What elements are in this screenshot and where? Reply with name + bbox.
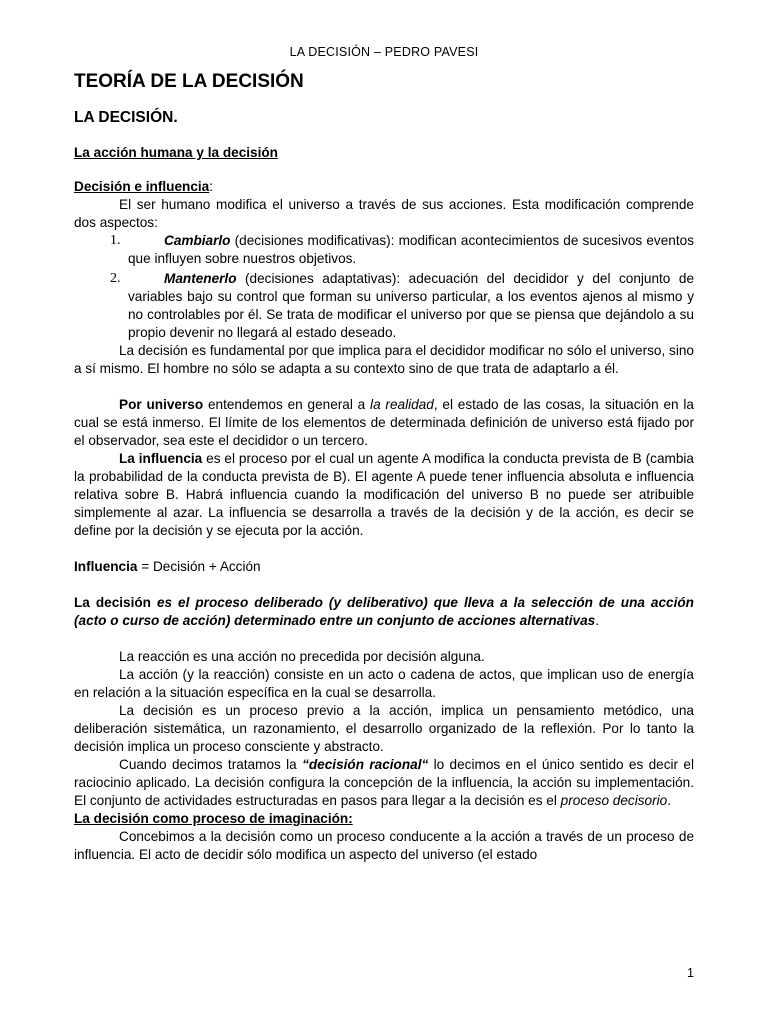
- list-term: Cambiarlo: [164, 233, 231, 248]
- list-text: (decisiones modificativas): modifican acontecimientos de sucesivos eventos que influyen sobre nuestros objetivos.: [128, 233, 694, 266]
- influence-paragraph: La influencia es el proceso por el cual un agente A modifica la conducta prevista de B (cambia la probabilidad de la conducta prevista de B). El agente A puede tener influencia absoluta e influencia relativa sobre B. Habrá influencia cuando la modificación del universo B no puede ser atribuible simplemente al azar. La influencia se desarrolla a través de la decisión y de la acción, es decir se define por la decisión y se ejecuta por la acción.: [74, 451, 694, 538]
- action-paragraph: La acción (y la reacción) consiste en un acto o cadena de actos, que implican uso de energía en relación a la situación específica en la cual se desarrolla.: [74, 667, 694, 700]
- list-number: 1.: [110, 233, 121, 248]
- document-body: [74, 70, 694, 864]
- list-item: [74, 270, 694, 342]
- decision-process-paragraph: La decisión es un proceso previo a la acción, implica un pensamiento metódico, una deliberación sistemática, un razonamiento, el desarrollo organizado de la reflexión. Por lo tanto la decisión implica un proceso consciente y abstracto.: [74, 703, 694, 754]
- list-term: Mantenerlo: [164, 271, 237, 286]
- list-item: [74, 232, 694, 268]
- universe-paragraph: Por universo entendemos en general a la realidad, el estado de las cosas, la situación en la cual se está inmerso. El límite de los elementos de determinada definición de universo está fijado por el observador, sea este el decididor o un tercero.: [74, 397, 694, 448]
- formula: Influencia = Decisión + Acción: [74, 559, 261, 574]
- influence-heading: Decisión e influencia:: [74, 179, 214, 194]
- running-header: LA DECISIÓN – PEDRO PAVESI: [289, 45, 479, 59]
- subsection-title-imagination: La decisión como proceso de imaginación:: [74, 811, 353, 826]
- subsection-title-human-action: La acción humana y la decisión: [74, 145, 278, 160]
- imagination-paragraph: Concebimos a la decisión como un proceso conducente a la acción a través de un proceso de influencia. El acto de decidir sólo modifica un aspecto del universo (el estado: [74, 829, 694, 862]
- list-text: (decisiones adaptativas): adecuación del decididor y del conjunto de variables bajo su control que forman su universo particular, a los eventos ajenos al mismo y no controlables por él. Se trata de modificar el universo por que se piensa que dejándolo a su propio devenir no llegará al estado deseado.: [128, 271, 694, 340]
- list-number: 2.: [110, 271, 121, 286]
- influence-closing: La decisión es fundamental por que implica para el decididor modificar no sólo el universo, sino a sí mismo. El hombre no sólo se adapta a su contexto sino de que trata de adaptarlo a él.: [74, 343, 694, 376]
- reaction-paragraph: La reacción es una acción no precedida por decisión alguna.: [119, 649, 485, 664]
- page-number: 1: [687, 966, 694, 980]
- aspects-list: [74, 232, 694, 342]
- section-title: LA DECISIÓN.: [74, 109, 178, 126]
- decision-definition: La decisión es el proceso deliberado (y deliberativo) que lleva a la selección de una acción (acto o curso de acción) determinado entre un conjunto de acciones alternativas.: [74, 595, 694, 628]
- document-title: TEORÍA DE LA DECISIÓN: [74, 71, 304, 92]
- influence-intro: El ser humano modifica el universo a través de sus acciones. Esta modificación comprende dos aspectos:: [74, 197, 694, 230]
- rational-decision-paragraph: Cuando decimos tratamos la “decisión racional“ lo decimos en el único sentido es decir el raciocinio aplicado. La decisión configura la concepción de la influencia, la acción su implementación. El conjunto de actividades estructuradas en pasos para llegar a la decisión es el proceso decisorio.: [74, 757, 695, 808]
- influence-heading-text: Decisión e influencia: [74, 179, 210, 194]
